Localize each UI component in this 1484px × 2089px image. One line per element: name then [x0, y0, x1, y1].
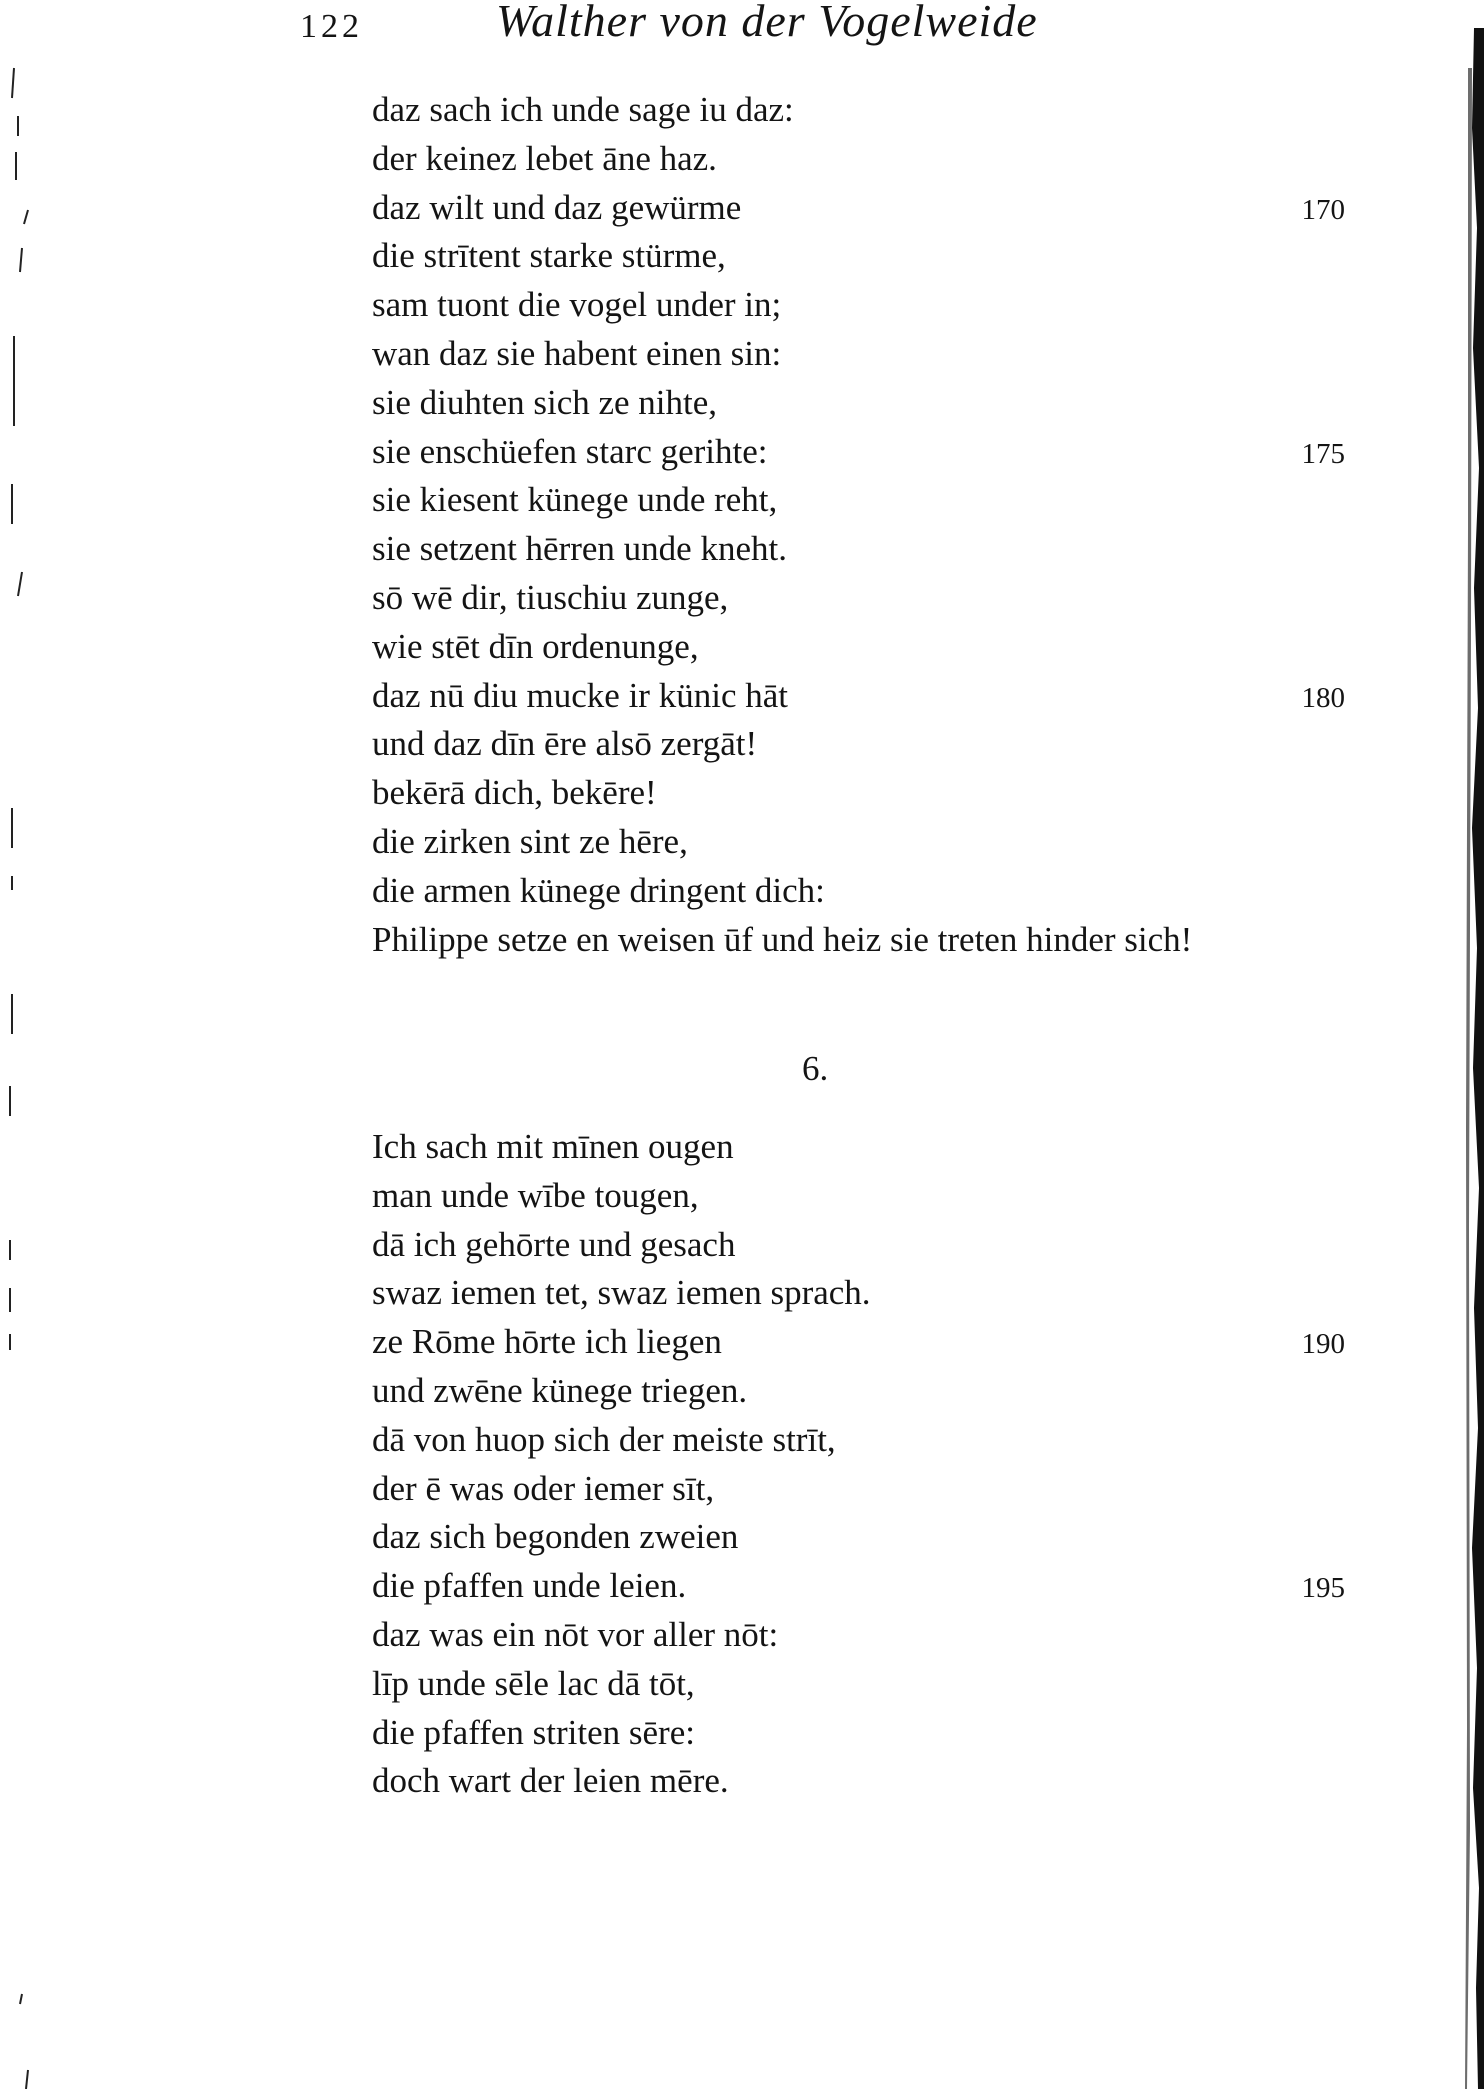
poem-stanza-6: [372, 1123, 1347, 1806]
verse-line: [372, 86, 1347, 135]
page-edge-shadow: [1458, 28, 1484, 2089]
verse-line: [372, 379, 1347, 428]
verse-text: sie enschüefen starc gerihte:: [372, 431, 768, 471]
verse-text: und zwēne künege triegen.: [372, 1370, 748, 1410]
verse-line: [372, 1269, 1347, 1318]
verse-text: man unde wībe tougen,: [372, 1175, 699, 1215]
line-number: 170: [1301, 193, 1345, 226]
verse-text: doch wart der leien mēre.: [372, 1761, 729, 1801]
verse-line: [372, 867, 1347, 916]
verse-text: daz nū diu mucke ir künic hāt: [372, 675, 788, 715]
verse-line: [372, 281, 1347, 330]
verse-line: [372, 818, 1347, 867]
line-number: 175: [1301, 437, 1345, 470]
page-number: 122: [300, 8, 363, 45]
verse-line: [372, 916, 1347, 965]
verse-text: die pfaffen striten sēre:: [372, 1712, 695, 1752]
verse-text: die strītent starke stürme,: [372, 236, 726, 276]
line-number: 180: [1301, 681, 1345, 714]
verse-text: Philippe setze en weisen ūf und heiz sie treten hinder sich!: [372, 919, 1193, 959]
verse-line: [372, 1757, 1347, 1806]
running-title: Walther von der Vogelweide: [496, 0, 1038, 46]
verse-line: [372, 672, 1347, 721]
line-number: 190: [1301, 1328, 1345, 1361]
verse-text: die armen künege dringent dich:: [372, 870, 825, 910]
verse-text: daz was ein nōt vor aller nōt:: [372, 1614, 779, 1654]
verse-line: [372, 330, 1347, 379]
verse-line: [372, 1172, 1347, 1221]
poem-stanza-5: [372, 86, 1347, 964]
scan-marks: [0, 40, 34, 2089]
verse-text: die pfaffen unde leien.: [372, 1566, 687, 1606]
verse-line: [372, 574, 1347, 623]
verse-line: [372, 1221, 1347, 1270]
verse-text: sie diuhten sich ze nihte,: [372, 382, 718, 422]
verse-text: sō wē dir, tiuschiu zunge,: [372, 577, 729, 617]
verse-line: [372, 476, 1347, 525]
verse-line: [372, 1611, 1347, 1660]
section-number: 6.: [802, 1049, 829, 1088]
verse-line: [372, 428, 1347, 477]
verse-text: swaz iemen tet, swaz iemen sprach.: [372, 1273, 871, 1313]
verse-text: die zirken sint ze hēre,: [372, 821, 688, 861]
verse-text: dā ich gehōrte und gesach: [372, 1224, 736, 1264]
verse-line: [372, 232, 1347, 281]
verse-line: [372, 1562, 1347, 1611]
verse-text: ze Rōme hōrte ich liegen: [372, 1322, 722, 1362]
verse-text: daz wilt und daz gewürme: [372, 187, 742, 227]
verse-line: [372, 1416, 1347, 1465]
verse-line: [372, 1660, 1347, 1709]
verse-line: [372, 525, 1347, 574]
verse-text: wan daz sie habent einen sin:: [372, 333, 782, 373]
verse-line: [372, 769, 1347, 818]
verse-text: bekērā dich, bekēre!: [372, 773, 657, 813]
line-number: 195: [1301, 1572, 1345, 1605]
verse-text: dā von huop sich der meiste strīt,: [372, 1419, 836, 1459]
verse-line: [372, 1318, 1347, 1367]
verse-text: līp unde sēle lac dā tōt,: [372, 1663, 695, 1703]
verse-line: [372, 720, 1347, 769]
verse-text: der ē was oder iemer sīt,: [372, 1468, 715, 1508]
verse-text: und daz dīn ēre alsō zergāt!: [372, 724, 758, 764]
verse-line: [372, 623, 1347, 672]
verse-text: der keinez lebet āne haz.: [372, 138, 717, 178]
verse-line: [372, 1465, 1347, 1514]
verse-text: daz sich begonden zweien: [372, 1517, 739, 1557]
verse-text: sie kiesent künege unde reht,: [372, 480, 778, 520]
verse-text: daz sach ich unde sage iu daz:: [372, 90, 794, 129]
running-head: [300, 0, 1160, 50]
verse-text: Ich sach mit mīnen ougen: [372, 1127, 734, 1166]
verse-line: [372, 135, 1347, 184]
verse-text: sam tuont die vogel under in;: [372, 285, 782, 325]
verse-text: wie stēt dīn ordenunge,: [372, 626, 699, 666]
verse-line: [372, 1513, 1347, 1562]
verse-line: [372, 184, 1347, 233]
verse-line: [372, 1123, 1347, 1172]
verse-line: [372, 1709, 1347, 1758]
verse-text: sie setzent hērren unde kneht.: [372, 529, 787, 569]
verse-line: [372, 1367, 1347, 1416]
